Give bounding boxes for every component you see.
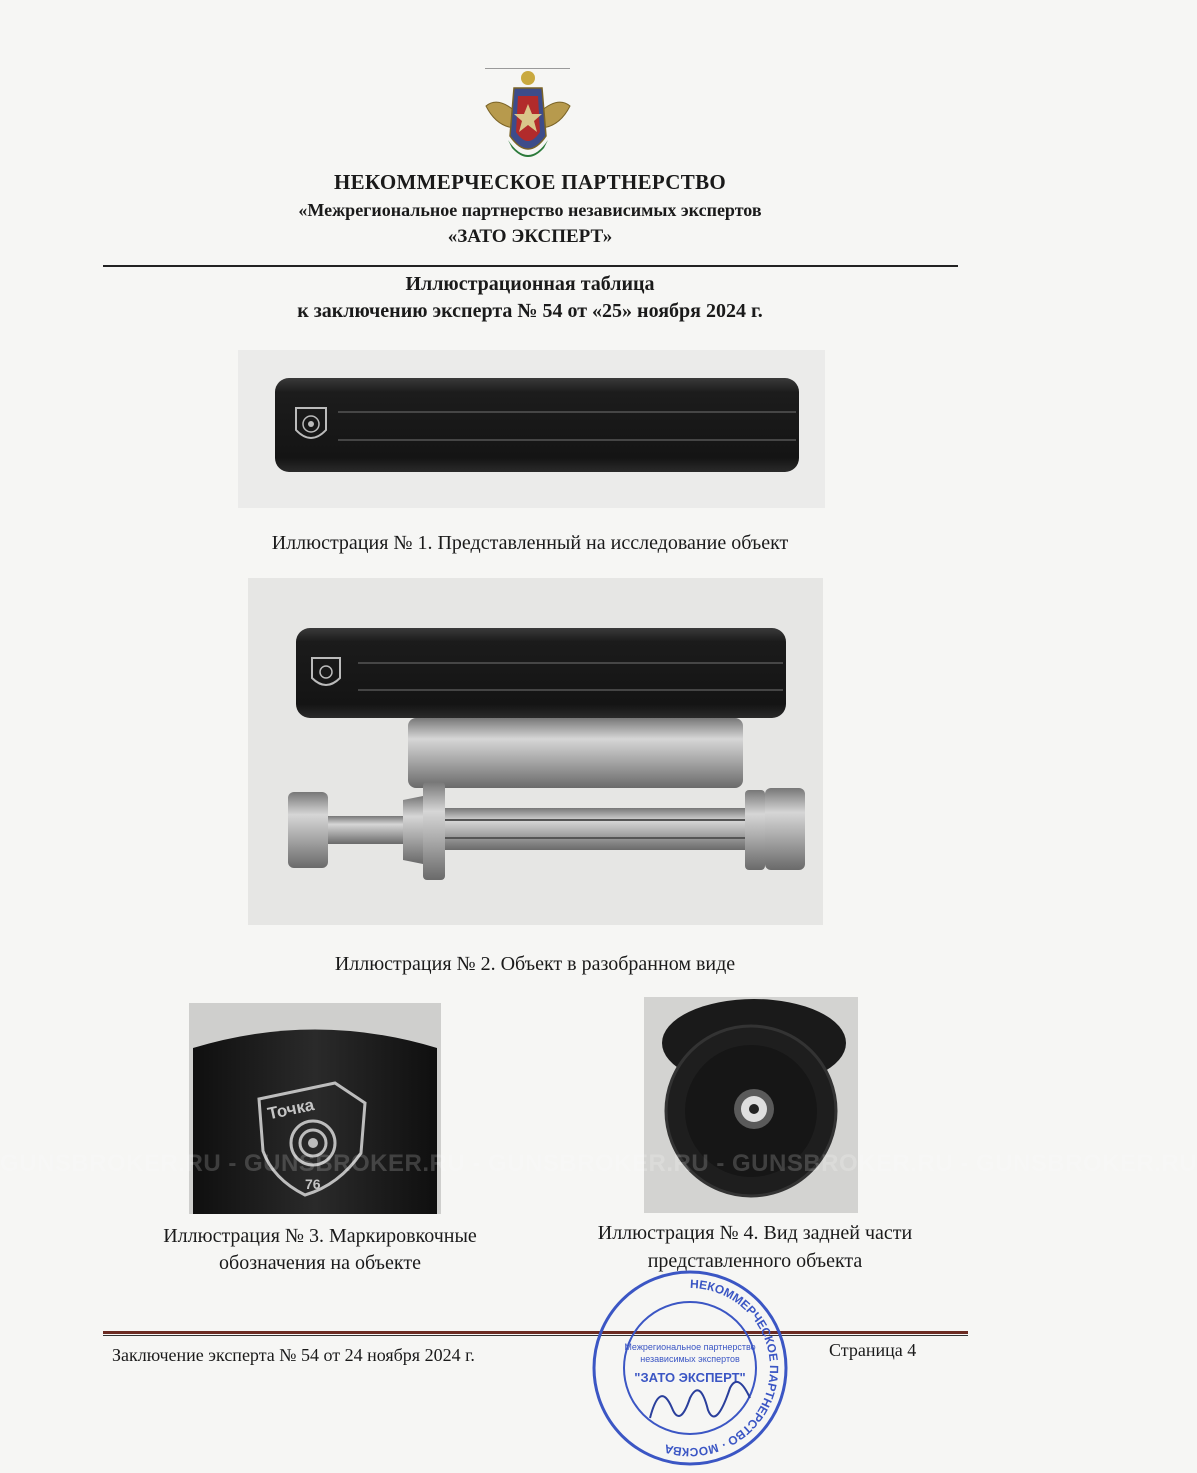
emblem xyxy=(478,66,578,170)
org-subtitle: «Межрегиональное партнерство независимых экспертов xyxy=(298,200,762,220)
document-title: Иллюстрационная таблица xyxy=(405,273,655,295)
illustration-1-caption: Иллюстрация № 1. Представленный на исследование объект xyxy=(271,532,789,554)
illustration-4-caption-line2: представленного объекта xyxy=(647,1250,863,1272)
footer-rule-brown xyxy=(103,1331,968,1334)
illustration-2-caption: Иллюстрация № 2. Объект в разобранном виде xyxy=(334,953,736,975)
document-subtitle: к заключению эксперта № 54 от «25» ноября 2024 г. xyxy=(297,300,763,322)
stamp-inner-line1: Межрегиональное партнерство xyxy=(624,1342,756,1352)
marking-number: 76 xyxy=(305,1176,321,1192)
illustration-3-caption-line1: Иллюстрация № 3. Маркировкочные xyxy=(163,1225,477,1247)
stamp xyxy=(590,1268,790,1468)
watermark: GUNSBROKER.RU - GUNSBROKER.RU - GUNSBROKER.RU - GUNSBROKER.RU - GUNSBROKER.RU xyxy=(0,1150,1197,1177)
eagle-emblem-icon xyxy=(478,66,578,170)
footer-left-text: Заключение эксперта № 54 от 24 ноября 2024 г. xyxy=(112,1345,475,1365)
illustration-2-photo xyxy=(248,578,823,925)
illustration-1-photo xyxy=(238,350,825,508)
org-name: «ЗАТО ЭКСПЕРТ» xyxy=(447,226,613,247)
stamp-inner-name: "ЗАТО ЭКСПЕРТ" xyxy=(634,1370,746,1385)
illustration-3-caption-line2: обозначения на объекте xyxy=(219,1252,421,1274)
signature xyxy=(650,1382,750,1418)
stamp-ring-text: НЕКОММЕРЧЕСКОЕ ПАРТНЕРСТВО · МОСКВА xyxy=(662,1276,782,1460)
header-divider xyxy=(103,265,958,267)
illustration-4-caption-line1: Иллюстрация № 4. Вид задней части xyxy=(597,1222,913,1244)
org-title: НЕКОММЕРЧЕСКОЕ ПАРТНЕРСТВО xyxy=(333,170,727,194)
marking-text: Точка xyxy=(265,1095,316,1124)
stamp-inner-line2: независимых экспертов xyxy=(640,1354,740,1364)
footer-page-number: Страница 4 xyxy=(829,1340,917,1360)
footer-rule-dark xyxy=(103,1335,968,1336)
